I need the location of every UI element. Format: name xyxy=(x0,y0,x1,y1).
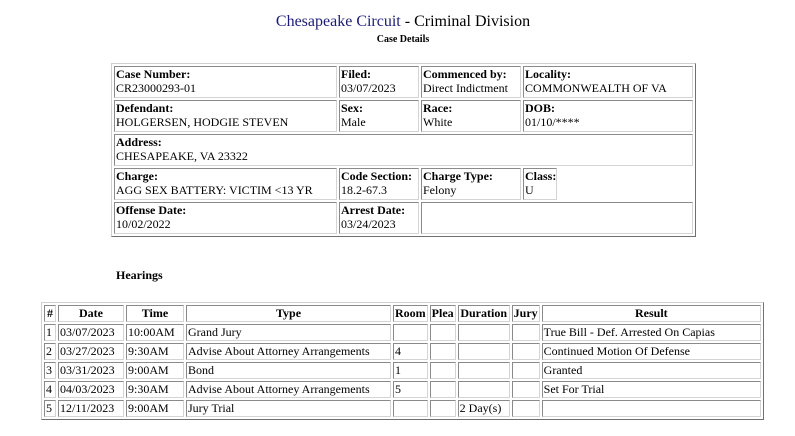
column-header: Plea xyxy=(431,306,454,320)
hearing-time-cell: 9:00AM xyxy=(126,362,184,379)
hearing-type-cell: Advise About Attorney Arrangements xyxy=(186,343,391,360)
hearing-type-cell: Bond xyxy=(186,362,391,379)
hearing-time-cell: 9:30AM xyxy=(126,381,184,398)
hearings-body xyxy=(44,324,761,417)
jury-cell xyxy=(512,381,540,398)
charge-label: Charge: xyxy=(116,169,158,183)
locality-value: COMMONWEALTH OF VA xyxy=(525,81,667,95)
race-label: Race: xyxy=(423,101,453,115)
defendant-value: HOLGERSEN, HODGIE STEVEN xyxy=(116,115,289,129)
locality-label: Locality: xyxy=(525,67,571,81)
offense-date-cell xyxy=(114,202,337,234)
room-cell: 4 xyxy=(393,343,428,360)
result-cell: Continued Motion Of Defense xyxy=(542,343,761,360)
plea-cell xyxy=(430,381,456,398)
row-number-cell: 4 xyxy=(44,381,56,398)
arrest-date-value: 03/24/2023 xyxy=(341,217,396,231)
plea-cell xyxy=(430,400,456,417)
result-cell xyxy=(542,400,761,417)
row-number-cell: 1 xyxy=(44,324,56,341)
room-cell xyxy=(393,324,428,341)
jury-cell xyxy=(512,400,540,417)
court-name: Chesapeake Circuit xyxy=(275,13,401,30)
case-row-1 xyxy=(114,66,693,98)
row-number-cell: 3 xyxy=(44,362,56,379)
duration-cell xyxy=(458,324,510,341)
case-row-5 xyxy=(114,202,693,234)
hearing-time-cell: 9:30AM xyxy=(126,343,184,360)
hearing-date-cell: 03/07/2023 xyxy=(58,324,124,341)
case-number-value: CR23000293-01 xyxy=(116,81,197,95)
hearing-type-cell: Advise About Attorney Arrangements xyxy=(186,381,391,398)
row-number-cell: 2 xyxy=(44,343,56,360)
case-details-table xyxy=(111,63,696,237)
result-cell: Set For Trial xyxy=(542,381,761,398)
column-header: Duration xyxy=(458,305,510,322)
code-section-cell xyxy=(339,168,419,200)
hearing-date-cell: 12/11/2023 xyxy=(58,400,124,417)
hearing-time-cell: 9:00AM xyxy=(126,400,184,417)
page-subtitle: Case Details xyxy=(376,34,430,45)
defendant-cell xyxy=(114,100,337,132)
hearing-time-cell: 10:00AM xyxy=(126,324,184,341)
hearings-table xyxy=(41,302,764,420)
result-cell: True Bill - Def. Arrested On Capias xyxy=(542,324,761,341)
arrest-date-cell xyxy=(339,202,419,234)
sex-label: Sex: xyxy=(341,101,363,115)
room-cell: 5 xyxy=(393,381,428,398)
offense-date-label: Offense Date: xyxy=(116,203,187,217)
row-number-cell: 5 xyxy=(44,400,56,417)
plea-cell xyxy=(430,362,456,379)
column-header: Time xyxy=(126,305,184,322)
charge-type-cell xyxy=(421,168,521,200)
page-header xyxy=(0,12,795,47)
race-value: White xyxy=(423,115,453,129)
offense-date-value: 10/02/2022 xyxy=(116,217,171,231)
duration-cell xyxy=(458,362,510,379)
address-value: CHESAPEAKE, VA 23322 xyxy=(116,149,248,163)
commenced-by-label: Commenced by: xyxy=(423,67,507,81)
race-cell xyxy=(421,100,521,132)
table-row xyxy=(44,343,761,360)
case-row-2 xyxy=(114,100,693,132)
column-header: Type xyxy=(186,305,391,322)
case-number-label: Case Number: xyxy=(116,67,191,81)
hearings-heading: Hearings xyxy=(116,268,163,282)
class-cell xyxy=(523,168,693,200)
dob-value: 01/10/**** xyxy=(525,115,580,129)
column-header: Date xyxy=(58,305,124,322)
hearing-date-cell: 03/31/2023 xyxy=(58,362,124,379)
class-label: Class: xyxy=(525,169,557,183)
charge-type-value: Felony xyxy=(423,183,457,197)
charge-type-label: Charge Type: xyxy=(423,169,493,183)
sex-value: Male xyxy=(341,115,366,129)
title-separator: - xyxy=(400,13,415,30)
locality-cell xyxy=(523,66,693,98)
column-header: Result xyxy=(542,305,761,322)
table-row xyxy=(44,381,761,398)
jury-cell xyxy=(512,362,540,379)
table-row xyxy=(44,324,761,341)
charge-cell xyxy=(114,168,337,200)
hearing-date-cell: 04/03/2023 xyxy=(58,381,124,398)
page-title xyxy=(0,12,795,32)
result-cell: Granted xyxy=(542,362,761,379)
column-header: # xyxy=(44,305,56,322)
duration-cell xyxy=(458,381,510,398)
jury-cell xyxy=(512,343,540,360)
division-name: Criminal Division xyxy=(414,13,531,30)
room-cell xyxy=(393,400,428,417)
duration-cell xyxy=(458,343,510,360)
address-label: Address: xyxy=(116,135,162,149)
table-row xyxy=(44,400,761,417)
hearing-type-cell: Grand Jury xyxy=(186,324,391,341)
case-row-4 xyxy=(114,168,693,200)
column-header: Jury xyxy=(513,306,538,320)
code-section-label: Code Section: xyxy=(341,169,412,183)
code-section-value: 18.2-67.3 xyxy=(341,183,387,197)
filed-label: Filed: xyxy=(341,67,371,81)
room-cell: 1 xyxy=(393,362,428,379)
filed-cell xyxy=(339,66,419,98)
defendant-label: Defendant: xyxy=(116,101,174,115)
hearings-header-row xyxy=(44,305,761,322)
empty-cell xyxy=(421,202,693,234)
class-value: U xyxy=(525,183,534,197)
filed-value: 03/07/2023 xyxy=(341,81,396,95)
case-number-cell xyxy=(114,66,337,98)
plea-cell xyxy=(430,343,456,360)
commenced-by-value: Direct Indictment xyxy=(423,81,508,95)
hearing-date-cell: 03/27/2023 xyxy=(58,343,124,360)
sex-cell xyxy=(339,100,419,132)
arrest-date-label: Arrest Date: xyxy=(341,203,406,217)
column-header: Room xyxy=(395,306,426,320)
commenced-by-cell xyxy=(421,66,521,98)
dob-label: DOB: xyxy=(525,101,555,115)
charge-value: AGG SEX BATTERY: VICTIM <13 YR xyxy=(116,183,313,197)
hearing-type-cell: Jury Trial xyxy=(186,400,391,417)
table-row xyxy=(44,362,761,379)
dob-cell xyxy=(523,100,693,132)
case-row-3 xyxy=(114,134,693,166)
jury-cell xyxy=(512,324,540,341)
plea-cell xyxy=(430,324,456,341)
address-cell xyxy=(114,134,693,166)
duration-cell: 2 Day(s) xyxy=(458,400,510,417)
